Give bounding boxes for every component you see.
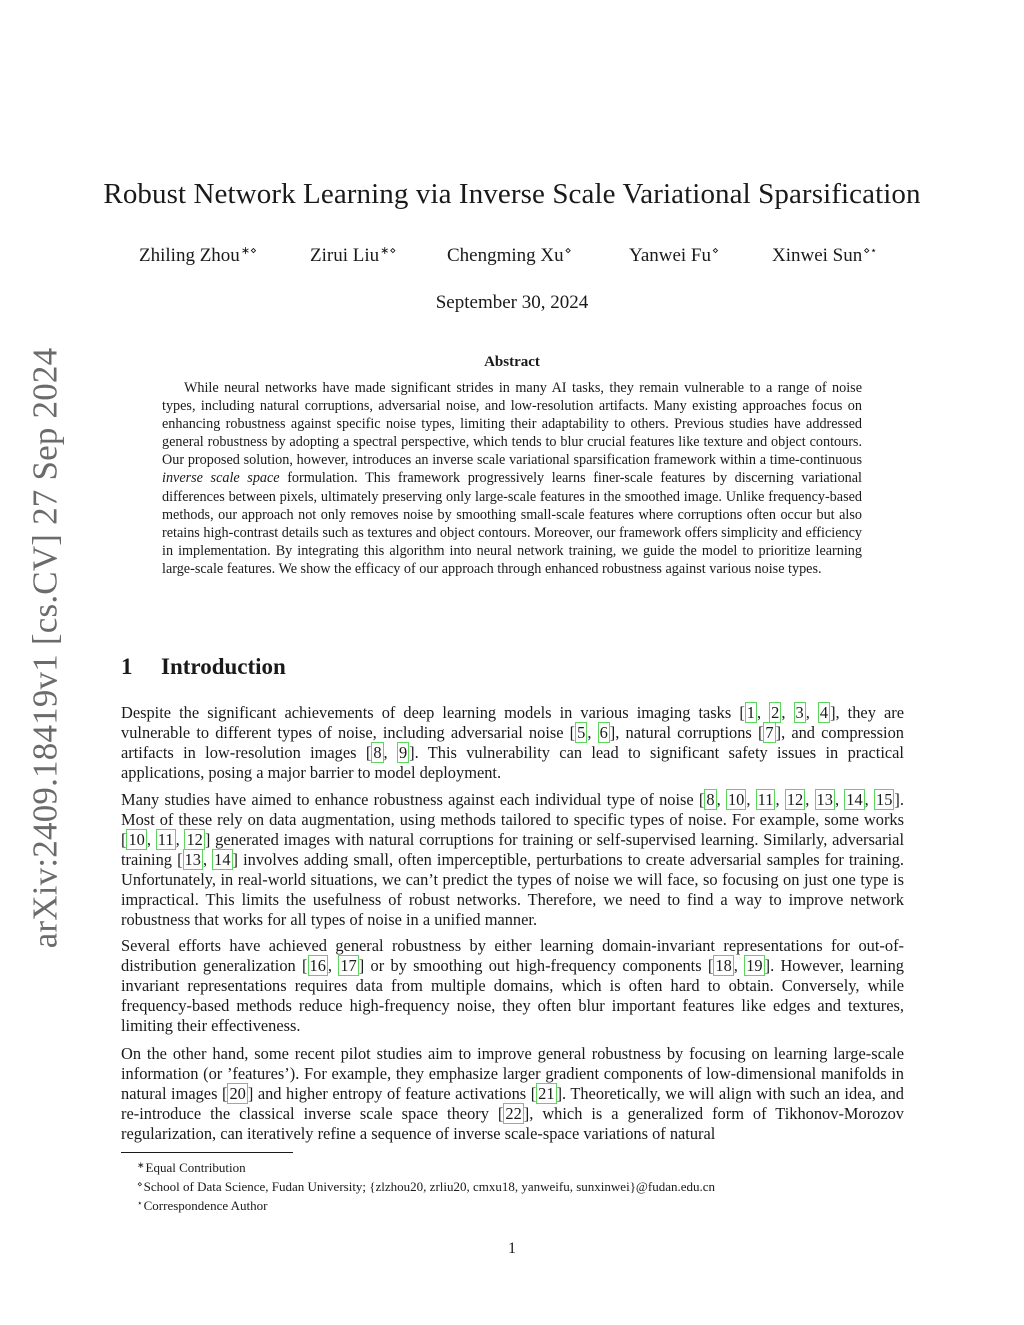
citation-link-10[interactable]: 10 [128,830,145,849]
text-run: . However, learning invariant representations requires data from multiple domains, which is often hard to obtain. Conversely, while frequency-based methods reduce high-frequency noise, they often blur important features like edges and textures, limiting their effectiveness. [121,956,905,1035]
section-title: Introduction [161,654,286,679]
publication-date: September 30, 2024 [435,292,589,313]
citation-link-14[interactable]: 14 [846,790,863,809]
citation-link-17[interactable]: 17 [340,956,357,975]
citation-link-3[interactable]: 3 [795,703,804,722]
author-5 [772,244,877,267]
text-run: On the other hand, some recent pilot studies aim to improve general robustness by focusing on learning large-scale information (or ’features’). For example, they emphasize larger gradient components of low-dimensional manifolds in natural images [121,1044,904,1103]
author-marks: ⋄⋆ [863,245,878,257]
text-run: , they are vulnerable to different types of noise, including adversarial noise [121,703,904,742]
citation-group: [ 1 , 2 , 3 , 4 ] [739,703,836,722]
citation-group: [ 13 , 14 ] [177,850,238,869]
citation-link-6[interactable]: 6 [599,723,608,742]
citation-group: [ 22 ] [497,1104,530,1123]
citation-link-19[interactable]: 19 [746,956,763,975]
footnote-2 [137,1176,897,1195]
text-run: . Most of these rely on data augmentation, using methods tailored to specific types of noise. For example, some works [121,790,904,829]
text-run: involves adding small, often imperceptible, perturbations to create adversarial samples for training. Unfortunately, in real-world situations, we can’t predict the types of noise we will face, so focusing on just one type is impractical. This limits the usefulness of robust networks. Therefore, we need to find a way to improve network robustness that works for all types of noise in a unified manner. [121,850,904,929]
paragraph-4 [121,1044,904,1144]
citation-link-20[interactable]: 20 [229,1084,246,1103]
author-2 [310,244,396,267]
text-run: generated images with natural corruptions for training or self-supervised learning. Similarly, adversarial training [121,830,904,869]
text-run: or by smoothing out high-frequency components [364,956,708,975]
author-name: Chengming Xu [447,245,564,266]
citation-link-2[interactable]: 2 [771,703,780,722]
citation-link-9[interactable]: 9 [398,743,408,762]
citation-link-11[interactable]: 11 [157,830,174,849]
author-3 [447,244,572,267]
footnotes [137,1157,897,1214]
citation-link-12[interactable]: 12 [186,830,203,849]
citation-link-18[interactable]: 18 [715,956,732,975]
footnote-divider [121,1152,293,1153]
citation-link-22[interactable]: 22 [505,1104,522,1123]
author-name: Zirui Liu [310,245,380,266]
citation-group: [ 18 , 19 ] [707,956,771,975]
page-number: 1 [508,1240,516,1257]
citation-group: [ 16 , 17 ] [302,956,365,975]
citation-group: [ 8 , 10 , 11 , 12 , 13 , 14 , 15 ] [698,790,900,809]
author-name: Yanwei Fu [629,245,712,266]
author-4 [629,244,719,267]
citation-link-15[interactable]: 15 [876,790,893,809]
footnote-text: School of Data Science, Fudan University; {zlzhou20, zrliu20, cmxu18, yanweifu, sunxinwei}@fudan.edu.cn [143,1179,716,1194]
abstract-part-2: formulation. This framework progressively learns finer-scale features by discerning variational differences between pixels, ultimately preserving only large-scale features in the smoothed image. Unlike frequency-based methods, our approach not only removes noise by smoothing small-scale features where corruptions often occur but also retains high-contrast details such as textures and object contours. Moreover, our framework offers simplicity and efficiency in implementation. By integrating this algorithm into neural network training, we guide the model to prioritize learning large-scale features. We show the efficacy of our approach through enhanced robustness against various noise types. [162,470,862,577]
text-run: Many studies have aimed to enhance robustness against each individual type of noise [121,790,699,809]
citation-group: [ 20 ] [221,1084,254,1103]
citation-link-5[interactable]: 5 [577,723,586,742]
footnote-mark: ∗ [137,1160,145,1170]
citation-link-8[interactable]: 8 [706,790,715,809]
author-1 [139,244,257,267]
paragraph-2 [121,790,904,930]
citation-group: [ 8 , 9 ] [365,743,415,762]
footnote-3 [137,1195,897,1214]
text-run: Despite the significant achievements of deep learning models in various imaging tasks [121,703,740,722]
text-run: and higher entropy of feature activations [253,1084,531,1103]
author-name: Zhiling Zhou [139,245,240,266]
footnote-text: Correspondence Author [143,1198,268,1213]
author-marks: ⋄ [564,245,572,257]
section-number: 1 [121,654,133,679]
citation-link-12[interactable]: 12 [786,790,804,809]
citation-link-8[interactable]: 8 [373,743,382,762]
abstract-emphasis: inverse scale space [162,470,280,487]
citation-link-14[interactable]: 14 [214,850,231,869]
section-heading [121,654,286,680]
citation-group: [ 5 , 6 ] [569,723,616,742]
text-run: , natural corruptions [615,723,758,742]
citation-link-21[interactable]: 21 [538,1084,555,1103]
citation-link-13[interactable]: 13 [184,850,201,869]
paragraph-3 [121,936,904,1036]
citation-link-16[interactable]: 16 [309,956,326,975]
author-name: Xinwei Sun [772,245,863,266]
text-run: Several efforts have achieved general robustness by either learning domain-invariant representations for out-of-distribution generalization [121,936,904,975]
citation-link-11[interactable]: 11 [757,790,774,809]
text-run: . This vulnerability can lead to significant safety issues in practical applications, posing a major barrier to model deployment. [121,743,904,782]
text-run: , and compression artifacts in low-resolution images [121,723,904,762]
citation-link-7[interactable]: 7 [765,723,774,742]
text-run: . Theoretically, we will align with such an idea, and re-introduce the classical inverse scale space theory [121,1084,904,1123]
abstract-text [162,379,862,578]
citation-group: [ 7 ] [757,723,782,742]
citation-group: [ 10 , 11 , 12 ] [121,830,211,849]
text-run: , which is a generalized form of Tikhonov-Morozov regularization, can iteratively refine a sequence of inverse scale-space variations of natural [121,1104,904,1143]
footnote-1 [137,1157,897,1176]
abstract-part-1: While neural networks have made significant strides in many AI tasks, they remain vulnerable to a range of noise types, including natural corruptions, adversarial noise, and low-resolution artifacts. Many existing approaches focus on enhancing robustness against specific noise types, limiting their adaptability to others. Previous studies have addressed general robustness by adopting a spectral perspective, which tends to blur crucial features like texture and object contours. Our proposed solution, however, introduces an inverse scale variational sparsification framework within a time-continuous [162,380,862,469]
citation-group: [ 21 ] [530,1084,563,1103]
footnote-mark: ⋆ [137,1198,143,1208]
footnote-mark: ⋄ [137,1179,143,1189]
citation-link-4[interactable]: 4 [819,703,829,722]
arxiv-identifier: arXiv:2409.18419v1 [cs.CV] 27 Sep 2024 [25,347,65,949]
paper-title: Robust Network Learning via Inverse Scale Variational Sparsification [103,178,921,210]
author-marks: ∗⋄ [380,245,397,257]
abstract-heading: Abstract [484,354,540,370]
paragraph-1 [121,703,904,783]
citation-link-13[interactable]: 13 [816,790,833,809]
author-marks: ⋄ [712,245,719,257]
arxiv-sidebar-stamp [22,347,68,949]
footnote-text: Equal Contribution [145,1160,246,1175]
author-marks: ∗⋄ [240,245,257,257]
citation-link-10[interactable]: 10 [727,790,745,809]
citation-link-1[interactable]: 1 [746,703,755,722]
